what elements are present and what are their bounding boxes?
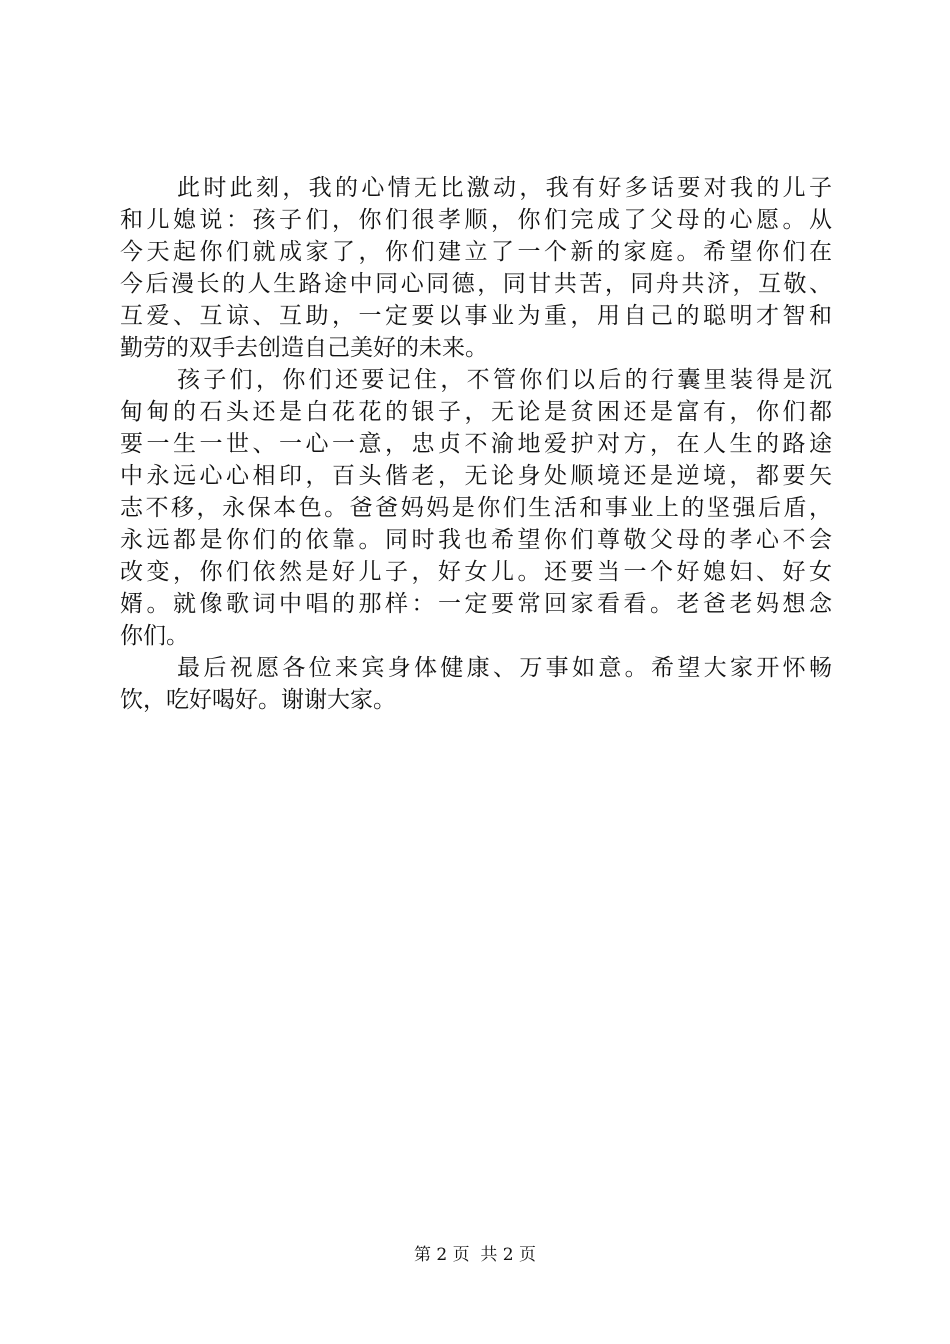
text-line: 此时此刻，我的心情无比激动，我有好多话要对我的儿子 xyxy=(177,175,832,201)
paragraph-2 xyxy=(120,364,832,652)
text-line: 中永远心心相印，百头偕老，无论身处顺境还是逆境，都要矢 xyxy=(120,463,832,489)
text-line: 你们。 xyxy=(120,623,189,649)
text-line: 饮，吃好喝好。谢谢大家。 xyxy=(120,687,396,713)
text-line: 和儿媳说：孩子们，你们很孝顺，你们完成了父母的心愿。从 xyxy=(120,207,832,233)
text-line: 今后漫长的人生路途中同心同德，同甘共苦，同舟共济，互敬、 xyxy=(120,271,832,297)
document-body xyxy=(120,172,832,716)
text-line: 勤劳的双手去创造自己美好的未来。 xyxy=(120,335,488,361)
text-line: 甸甸的石头还是白花花的银子，无论是贫困还是富有，你们都 xyxy=(120,399,832,425)
text-line: 要一生一世、一心一意，忠贞不渝地爱护对方，在人生的路途 xyxy=(120,431,832,457)
text-line: 最后祝愿各位来宾身体健康、万事如意。希望大家开怀畅 xyxy=(177,655,832,681)
page-number-footer: 第 2 页 共 2 页 xyxy=(413,1245,537,1265)
text-line: 互爱、互谅、互助，一定要以事业为重，用自己的聪明才智和 xyxy=(120,303,832,329)
text-line: 改变，你们依然是好儿子，好女儿。还要当一个好媳妇、好女 xyxy=(120,559,832,585)
paragraph-1 xyxy=(120,172,832,364)
paragraph-3 xyxy=(120,652,832,716)
text-line: 志不移，永保本色。爸爸妈妈是你们生活和事业上的坚强后盾， xyxy=(120,495,832,521)
text-line: 今天起你们就成家了，你们建立了一个新的家庭。希望你们在 xyxy=(120,239,832,265)
text-line: 孩子们，你们还要记住，不管你们以后的行囊里装得是沉 xyxy=(177,367,832,393)
text-line: 永远都是你们的依靠。同时我也希望你们尊敬父母的孝心不会 xyxy=(120,527,832,553)
text-line: 婿。就像歌词中唱的那样：一定要常回家看看。老爸老妈想念 xyxy=(120,591,832,617)
